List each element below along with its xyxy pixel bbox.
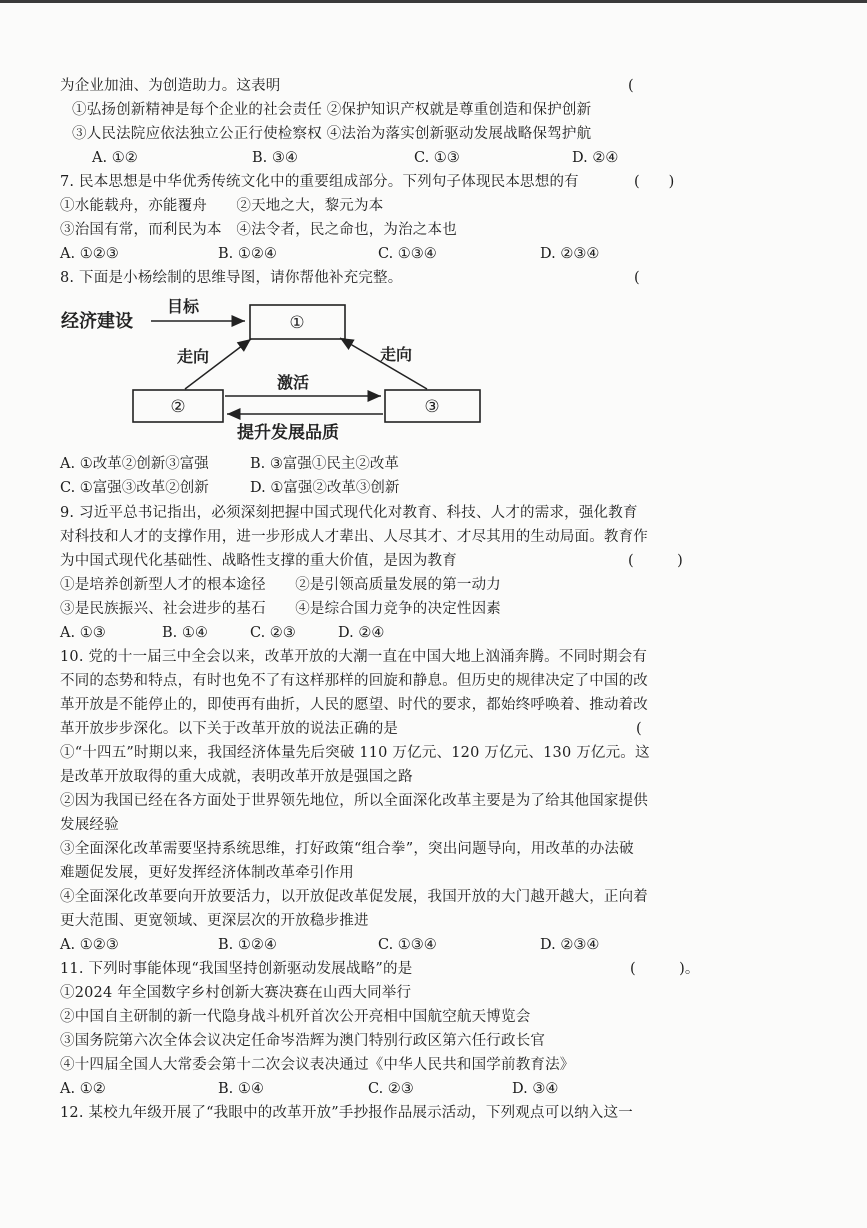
q11-statement-1: ①2024 年全国数字乡村创新大赛决赛在山西大同举行 bbox=[60, 985, 412, 1001]
q10-option-a: A. ①②③ bbox=[60, 937, 119, 953]
q10-statement-4b: 更大范围、更宽领域、更深层次的开放稳步推进 bbox=[60, 913, 369, 929]
q7-option-d: D. ②③④ bbox=[540, 246, 600, 262]
q11-option-b: B. ①④ bbox=[218, 1081, 264, 1097]
label-toward-left: 走向 bbox=[177, 347, 210, 366]
box-3-label: ③ bbox=[424, 397, 440, 417]
q6-option-c: C. ①③ bbox=[414, 150, 460, 166]
q10-statement-4a: ④全面深化改革要向开放要活力，以开放促改革促发展，我国开放的大门越开越大，正向着 bbox=[60, 889, 648, 905]
q9-line-1: 9. 习近平总书记指出，必须深刻把握中国式现代化对教育、科技、人才的需求，强化教育 bbox=[60, 505, 638, 521]
q11-option-a: A. ①② bbox=[60, 1081, 106, 1097]
q7-statements-2: ③治国有常，而利民为本 ④法令者，民之命也，为治之本也 bbox=[60, 222, 457, 238]
q8-answer-paren: ( bbox=[634, 270, 640, 286]
q10-statement-2a: ②因为我国已经在各方面处于世界领先地位，所以全面深化改革主要是为了给其他国家提供 bbox=[60, 793, 648, 809]
q8-option-a: A. ①改革②创新③富强 bbox=[60, 456, 209, 472]
q6-answer-paren: ( bbox=[628, 78, 634, 94]
q9-option-b: B. ①④ bbox=[162, 625, 208, 641]
q6-stem: 为企业加油、为创造助力。这表明 bbox=[60, 78, 281, 94]
q6-statements-2: ③人民法院应依法独立公正行使检察权 ④法治为落实创新驱动发展战略保驾护航 bbox=[72, 126, 592, 142]
label-improve-quality: 提升发展品质 bbox=[237, 423, 339, 443]
q7-option-b: B. ①②④ bbox=[218, 246, 277, 262]
q10-statement-2b: 发展经验 bbox=[60, 817, 119, 833]
q10-statement-3a: ③全面深化改革需要坚持系统思维，打好政策“组合拳”，突出问题导向，用改革的办法破 bbox=[60, 841, 634, 857]
label-toward-right: 走向 bbox=[380, 345, 413, 364]
q6-option-d: D. ②④ bbox=[572, 150, 619, 166]
q6-option-a: A. ①② bbox=[92, 150, 138, 166]
q10-line-2: 不同的态势和特点，有时也免不了有这样那样的回旋和静息。但历史的规律决定了中国的改 bbox=[60, 673, 648, 689]
q8-option-c: C. ①富强③改革②创新 bbox=[60, 480, 209, 496]
q11-option-c: C. ②③ bbox=[368, 1081, 414, 1097]
q11-statement-3: ③国务院第六次全体会议决定任命岑浩辉为澳门特别行政区第六任行政长官 bbox=[60, 1033, 546, 1049]
q9-statements-2: ③是民族振兴、社会进步的基石 ④是综合国力竞争的决定性因素 bbox=[60, 601, 501, 617]
top-border bbox=[0, 0, 867, 3]
q10-option-c: C. ①③④ bbox=[378, 937, 437, 953]
q10-statement-3b: 难题促发展，更好发挥经济体制改革牵引作用 bbox=[60, 865, 354, 881]
q10-option-b: B. ①②④ bbox=[218, 937, 277, 953]
q7-option-c: C. ①③④ bbox=[378, 246, 437, 262]
label-target: 目标 bbox=[167, 297, 200, 316]
q9-option-c: C. ②③ bbox=[250, 625, 296, 641]
q10-line-3: 革开放是不能停止的，即使再有曲折，人民的愿望、时代的要求，都始终呼唤着、推动着改 bbox=[60, 697, 648, 713]
q9-statements-1: ①是培养创新型人才的根本途径 ②是引领高质量发展的第一动力 bbox=[60, 577, 501, 593]
q11-option-d: D. ③④ bbox=[512, 1081, 559, 1097]
q11-answer-paren: ( )。 bbox=[630, 961, 700, 977]
q8-option-d: D. ①富强②改革③创新 bbox=[250, 480, 400, 496]
q11-statement-4: ④十四届全国人大常委会第十二次会议表决通过《中华人民共和国学前教育法》 bbox=[60, 1057, 575, 1073]
q10-option-d: D. ②③④ bbox=[540, 937, 600, 953]
q9-answer-paren: ( ) bbox=[628, 553, 683, 569]
q8-option-b: B. ③富强①民主②改革 bbox=[250, 456, 399, 472]
q7-stem: 7. 民本思想是中华优秀传统文化中的重要组成部分。下列句子体现民本思想的有 bbox=[60, 174, 579, 190]
q10-answer-paren: ( bbox=[636, 721, 642, 737]
q9-option-d: D. ②④ bbox=[338, 625, 385, 641]
q9-option-a: A. ①③ bbox=[60, 625, 106, 641]
label-activate: 激活 bbox=[277, 373, 310, 392]
q10-statement-1b: 是改革开放取得的重大成就，表明改革开放是强国之路 bbox=[60, 769, 413, 785]
q11-stem: 11. 下列时事能体现“我国坚持创新驱动发展战略”的是 bbox=[60, 961, 413, 977]
q7-option-a: A. ①②③ bbox=[60, 246, 119, 262]
box-1-label: ① bbox=[289, 313, 305, 333]
label-economic-construction: 经济建设 bbox=[61, 311, 133, 332]
q7-statements-1: ①水能载舟，亦能覆舟 ②天地之大，黎元为本 bbox=[60, 198, 384, 214]
box-2-label: ② bbox=[170, 397, 186, 417]
q10-statement-1a: ①“十四五”时期以来，我国经济体量先后突破 110 万亿元、120 万亿元、130 万亿元。这 bbox=[60, 745, 650, 761]
q10-line-4: 革开放步步深化。以下关于改革开放的说法正确的是 bbox=[60, 721, 399, 737]
q7-answer-paren: ( ) bbox=[634, 174, 675, 190]
q6-option-b: B. ③④ bbox=[252, 150, 298, 166]
q6-statements-1: ①弘扬创新精神是每个企业的社会责任 ②保护知识产权就是尊重创造和保护创新 bbox=[72, 102, 592, 118]
q9-line-2: 对科技和人才的支撑作用，进一步形成人才辈出、人尽其才、才尽其用的生动局面。教育作 bbox=[60, 529, 648, 545]
q11-statement-2: ②中国自主研制的新一代隐身战斗机歼首次公开亮相中国航空航天博览会 bbox=[60, 1009, 531, 1025]
q12-stem: 12. 某校九年级开展了“我眼中的改革开放”手抄报作品展示活动，下列观点可以纳入这一 bbox=[60, 1105, 633, 1121]
mind-map-diagram bbox=[55, 290, 495, 450]
q9-line-3: 为中国式现代化基础性、战略性支撑的重大价值，是因为教育 bbox=[60, 553, 457, 569]
q10-line-1: 10. 党的十一届三中全会以来，改革开放的大潮一直在中国大地上汹涌奔腾。不同时期会有 bbox=[60, 649, 648, 665]
q8-stem: 8. 下面是小杨绘制的思维导图，请你帮他补充完整。 bbox=[60, 270, 403, 286]
